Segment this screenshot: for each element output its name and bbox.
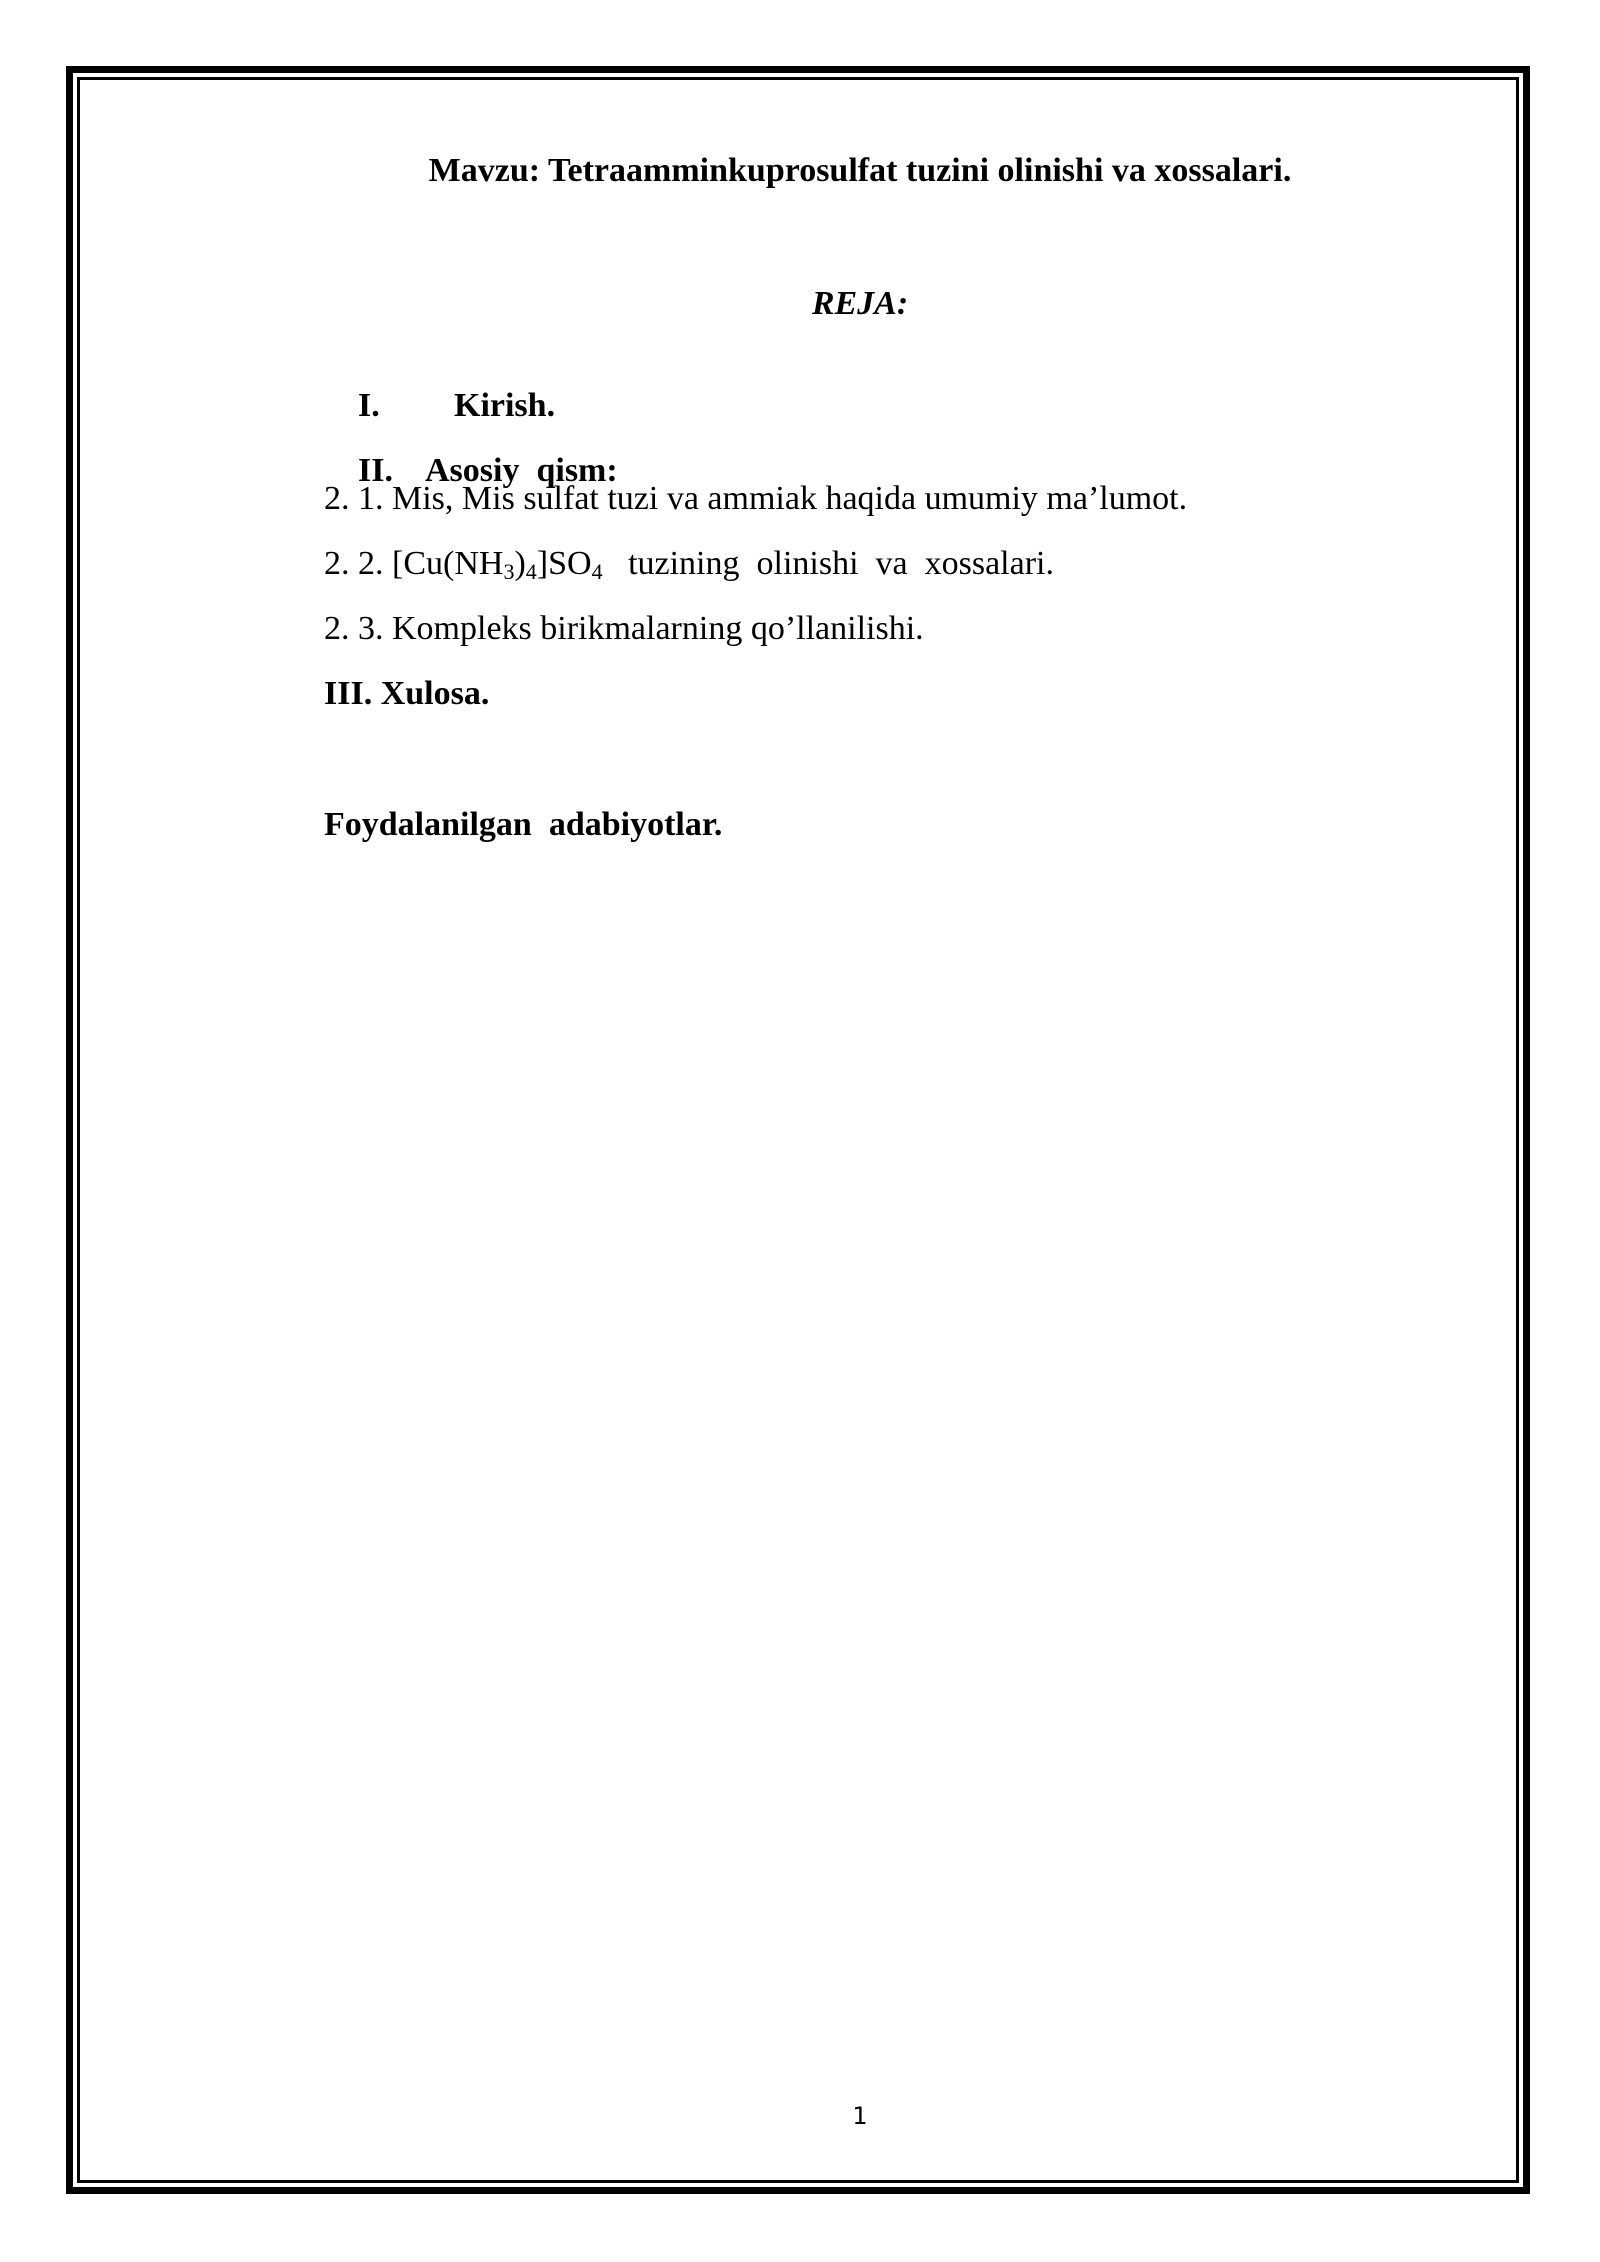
page-border-inner — [77, 77, 1519, 2183]
plan-heading: REJA: — [811, 285, 909, 322]
formula-so: ]SO — [536, 545, 592, 582]
plan-item-intro-label: Kirish. — [454, 387, 556, 425]
formula-subscript-4a: 4 — [525, 559, 537, 584]
page-number: 1 — [852, 2102, 868, 2130]
plan-subitem-2-2-suffix: tuzining olinishi va xossalari. — [602, 545, 1054, 582]
plan-item-main-label: Asosiy qism: — [425, 452, 618, 490]
formula-subscript-3: 3 — [503, 559, 515, 584]
plan-subitem-2-2 — [324, 545, 1054, 582]
formula-prefix: 2. 2. [Cu(NH — [324, 545, 504, 582]
references-heading: Foydalanilgan adabiyotlar. — [324, 806, 723, 843]
plan-item-conclusion: III. Xulosa. — [324, 675, 490, 712]
formula-paren: ) — [514, 545, 526, 582]
plan-subitem-2-1: 2. 1. Mis, Mis sulfat tuzi va ammiak haqida umumiy ma’lumot. — [324, 480, 1188, 517]
plan-item-main-number: II. — [358, 452, 393, 490]
plan-subitem-2-3: 2. 3. Kompleks birikmalarning qo’llanilishi. — [324, 610, 924, 647]
document-title: Mavzu: Tetraamminkuprosulfat tuzini olinishi va xossalari. — [428, 152, 1292, 189]
formula-subscript-4b: 4 — [591, 559, 603, 584]
plan-item-intro-number: I. — [358, 387, 380, 425]
